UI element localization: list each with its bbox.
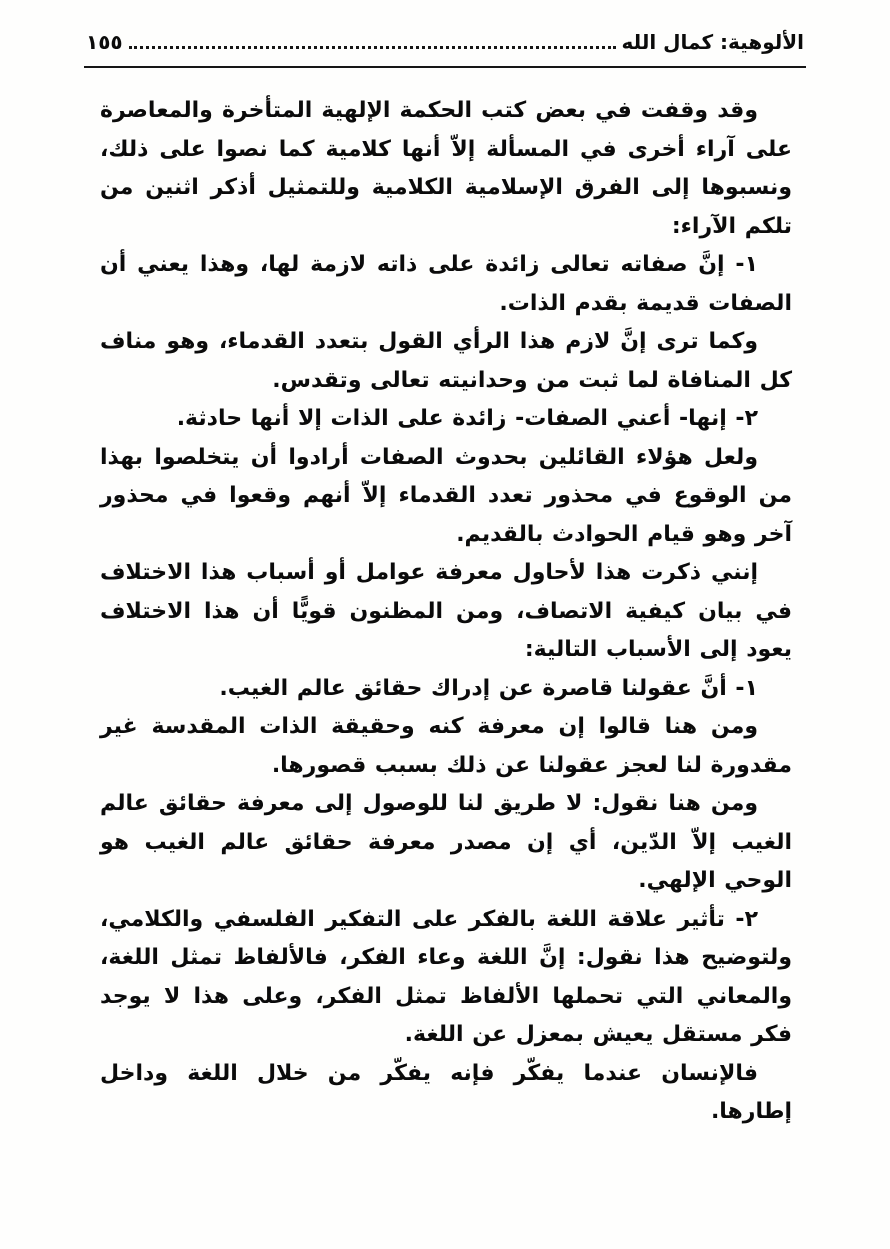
body-paragraph: ومن هنا قالوا إن معرفة كنه وحقيقة الذات المقدسة غير مقدورة لنا لعجز عقولنا عن ذلك بسبب قصورها. [100,714,792,778]
body-paragraph: فالإنسان عندما يفكّر فإنه يفكّر من خلال اللغة وداخل إطارها. [100,1060,792,1124]
body-paragraph: وكما ترى إنَّ لازم هذا الرأي القول بتعدد القدماء، وهو مناف كل المنافاة لما ثبت من وحدانيته تعالى وتقدس. [100,329,792,393]
body-paragraph: ٢- إنها- أعني الصفات- زائدة على الذات إلا أنها حادثة. [176,406,758,431]
body-paragraph: إنني ذكرت هذا لأحاول معرفة عوامل أو أسباب هذا الاختلاف في بيان كيفية الاتصاف، ومن المظنون قويًّا أن هذا الاختلاف يعود إلى الأسباب التالية: [100,560,792,662]
page-header [0,0,890,54]
body-paragraph: وقد وقفت في بعض كتب الحكمة الإلهية المتأخرة والمعاصرة على آراء أخرى في المسألة إلاّ أنها كلامية كما نصوا على ذلك، ونسبوها إلى الفرق الإسلامية الكلامية وللتمثيل أذكر اثنين من تلكم الآراء: [100,98,792,239]
body-paragraph: ولعل هؤلاء القائلين بحدوث الصفات أرادوا أن يتخلصوا بهذا من الوقوع في محذور تعدد القدماء إلاّ أنهم وقعوا في محذور آخر وهو قيام الحوادث بالقديم. [100,444,792,547]
page-body [0,68,890,1132]
dot-leader [129,46,616,49]
page-number: ١٥٥ [86,30,123,54]
body-paragraph: ١- إنَّ صفاته تعالى زائدة على ذاته لازمة لها، وهذا يعني أن الصفات قديمة بقدم الذات. [100,252,792,316]
body-paragraph: ٢- تأثير علاقة اللغة بالفكر على التفكير الفلسفي والكلامي، ولتوضيح هذا نقول: إنَّ اللغة وعاء الفكر، فالألفاظ تمثل اللغة، والمعاني التي تحملها الألفاظ تمثل الفكر، وعلى هذا لا يوجد فكر مستقل يعيش بمعزل عن اللغة. [100,906,792,1047]
body-paragraph: ١- أنَّ عقولنا قاصرة عن إدراك حقائق عالم الغيب. [219,675,758,701]
body-paragraph: ومن هنا نقول: لا طريق لنا للوصول إلى معرفة حقائق عالم الغيب إلاّ الدّين، أي إن مصدر معرفة حقائق عالم الغيب هو الوحي الإلهي. [100,791,792,893]
running-head-title: الألوهية: كمال الله [621,30,804,54]
